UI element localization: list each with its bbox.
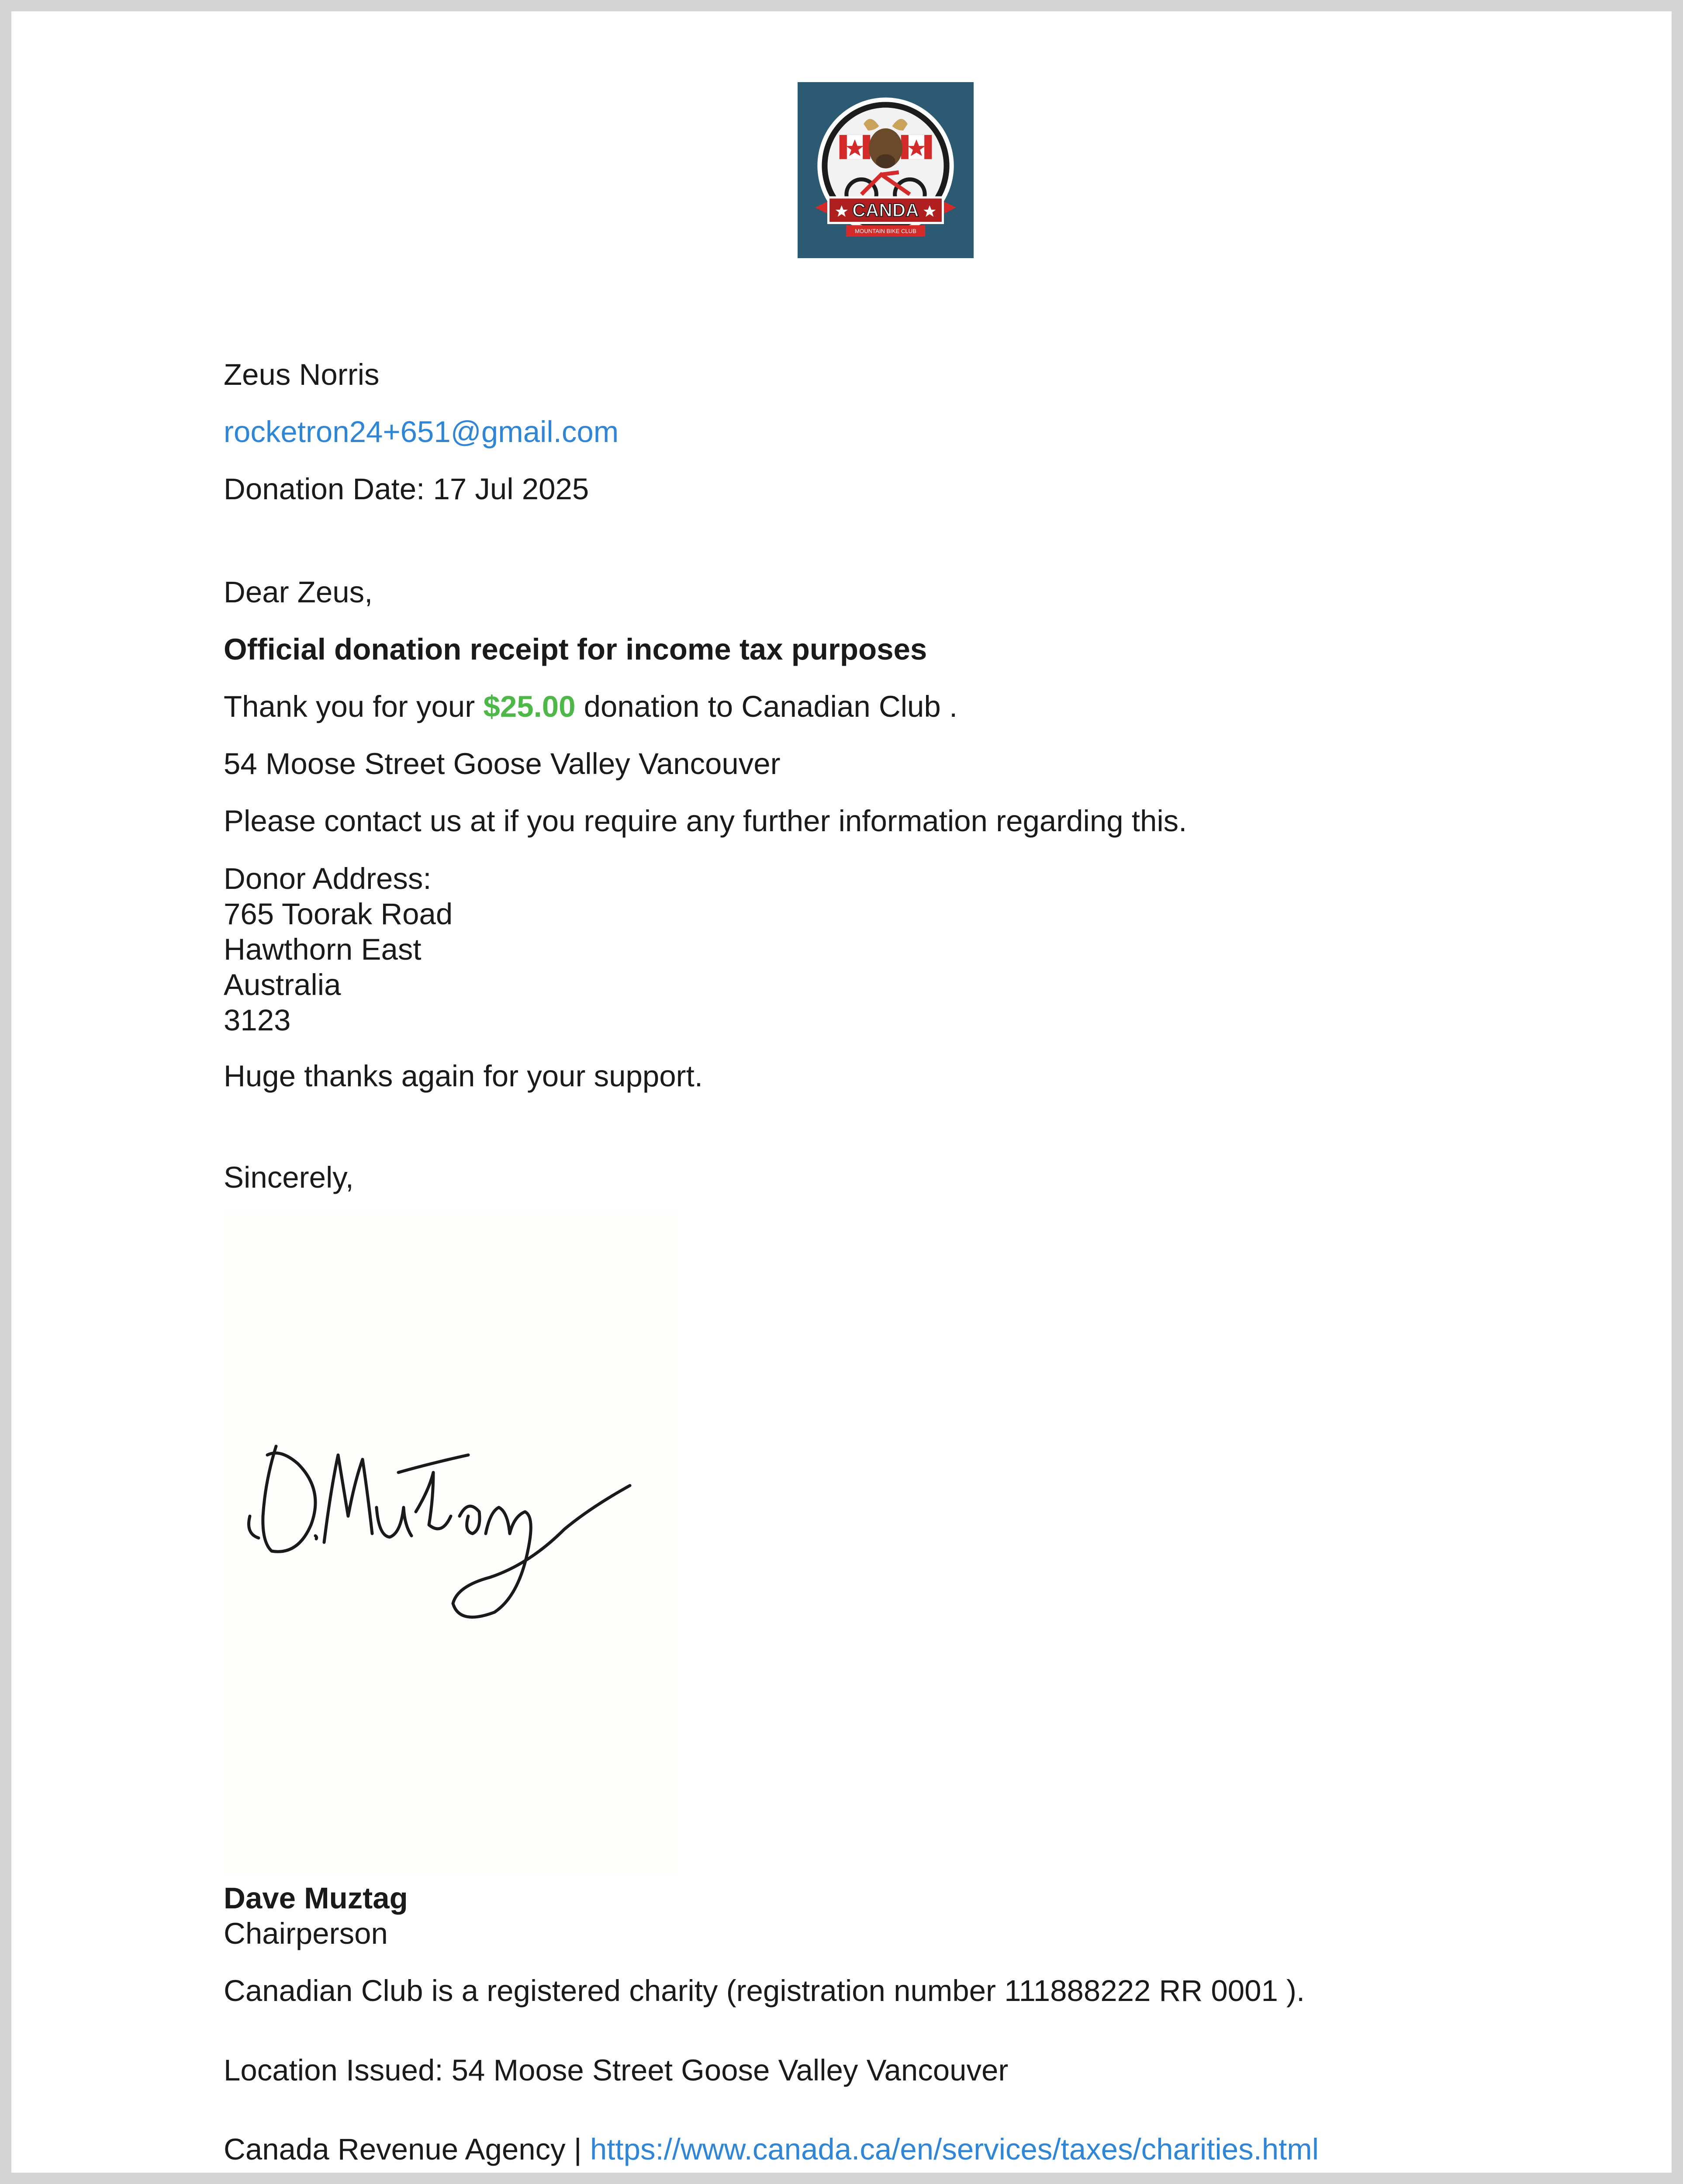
canada-mountain-bike-club-logo-icon — [798, 82, 974, 258]
club-logo — [798, 82, 974, 258]
donor-address-postcode: 3123 — [224, 1003, 291, 1037]
agency-line — [224, 2132, 1319, 2167]
thanks-sentence — [224, 689, 957, 724]
thanks-prefix: Thank you for your — [224, 690, 484, 723]
donor-address-country: Australia — [224, 968, 341, 1002]
signatory-title: Chairperson — [224, 1917, 388, 1950]
donation-amount: $25.00 — [483, 690, 576, 723]
greeting: Dear Zeus, — [224, 575, 373, 609]
location-issued: Location Issued: 54 Moose Street Goose Valley Vancouver — [224, 2053, 1009, 2087]
organization-address: 54 Moose Street Goose Valley Vancouver — [224, 747, 781, 781]
agency-url-link[interactable]: https://www.canada.ca/en/services/taxes/charities.html — [590, 2132, 1319, 2166]
sign-off: Sincerely, — [224, 1161, 354, 1194]
donor-address-suburb: Hawthorn East — [224, 933, 422, 966]
recipient-email-link[interactable]: rocketron24+651@gmail.com — [224, 415, 619, 449]
logo-subtext: MOUNTAIN BIKE CLUB — [855, 228, 916, 235]
donor-address — [224, 861, 453, 1038]
charity-statement: Canadian Club is a registered charity (registration number 111888222 RR 0001 ). — [224, 1974, 1305, 2008]
agency-prefix: Canada Revenue Agency | — [224, 2132, 590, 2166]
logo-text: CANDA — [852, 200, 919, 221]
donation-date: Donation Date: 17 Jul 2025 — [224, 472, 589, 506]
donor-address-label: Donor Address: — [224, 862, 432, 895]
signature-image — [224, 1210, 678, 1874]
receipt-heading: Official donation receipt for income tax purposes — [224, 632, 927, 666]
closing-thanks: Huge thanks again for your support. — [224, 1059, 703, 1093]
signatory-name: Dave Muztag — [224, 1881, 408, 1915]
contact-sentence: Please contact us at if you require any further information regarding this. — [224, 804, 1187, 838]
donor-address-street: 765 Toorak Road — [224, 897, 453, 931]
receipt-page — [11, 11, 1672, 2173]
thanks-suffix: donation to Canadian Club . — [575, 690, 958, 723]
recipient-name: Zeus Norris — [224, 358, 380, 391]
handwritten-signature-icon — [224, 1210, 678, 1874]
